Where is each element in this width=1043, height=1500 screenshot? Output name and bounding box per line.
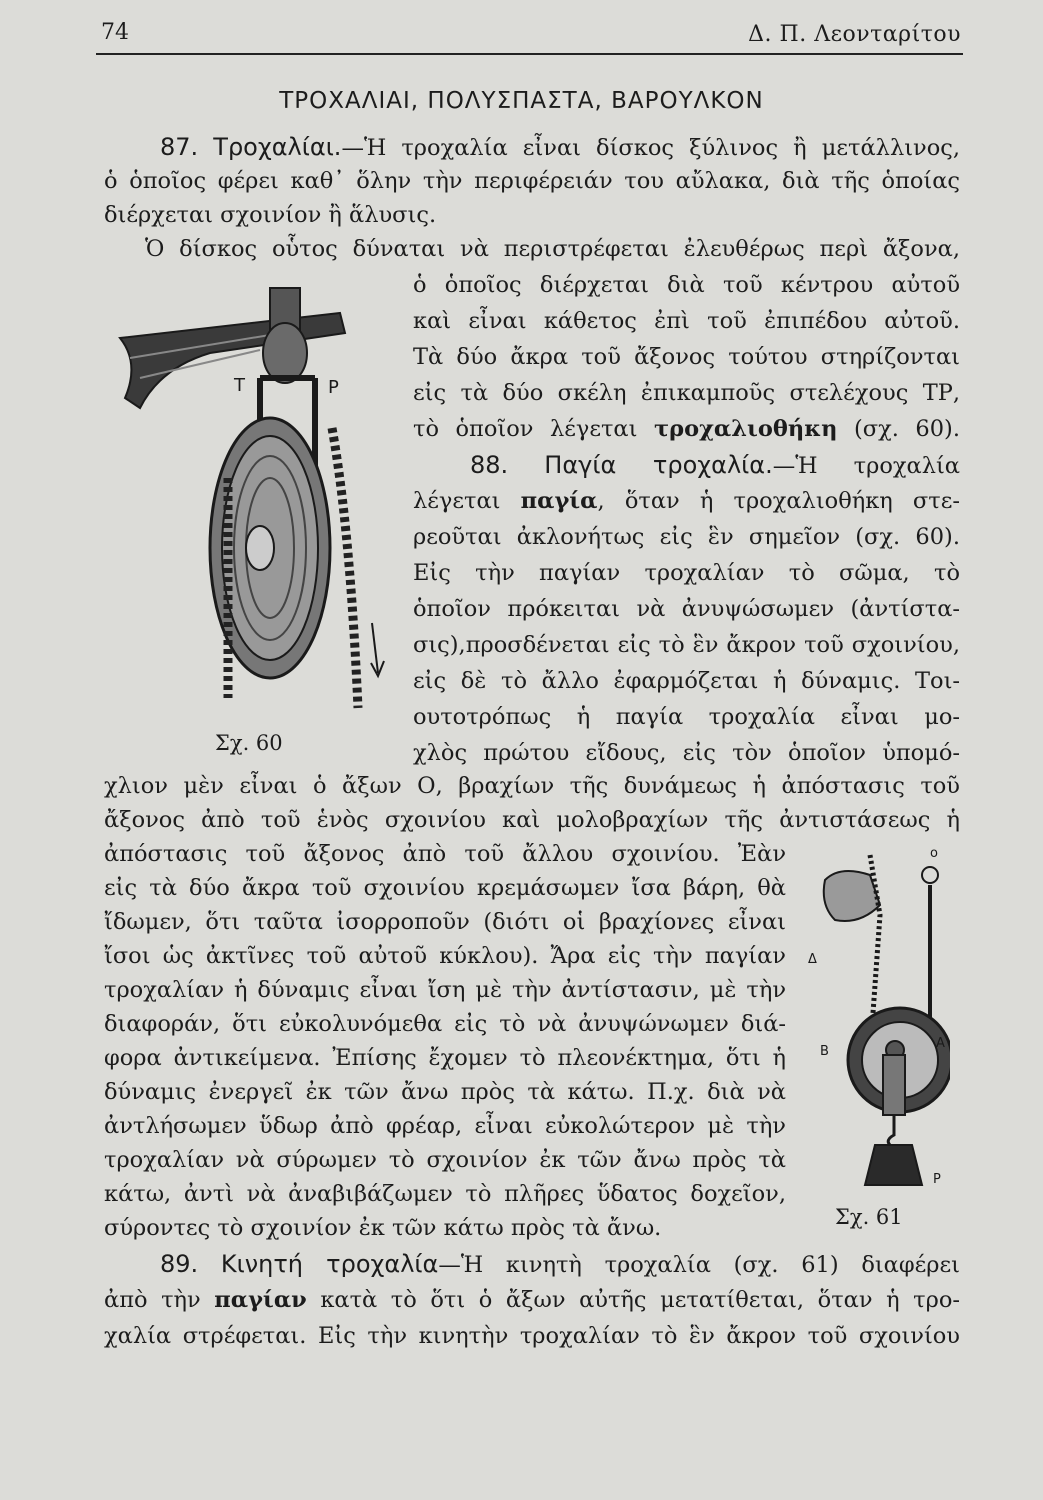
text-line: 89. Κινητή τροχαλία—Ἡ κινητὴ τροχαλία (σχ. 61) διαφέρει <box>160 1250 960 1278</box>
text-line: Εἰς τὴν παγίαν τροχαλίαν τὸ σῶμα, τὸ <box>413 560 960 586</box>
text-line: ρεοῦται ἀκλονήτως εἰς ἓν σημεῖον (σχ. 60). <box>413 524 960 550</box>
text-line: χλιον μὲν εἶναι ὁ ἄξων Ο, βραχίων τῆς δυνάμεως ἡ ἀπόστασις τοῦ <box>104 773 960 799</box>
text-line: εἰς δὲ τὸ ἄλλο ἐφαρμόζεται ἡ δύναμις. Τοι- <box>413 668 960 694</box>
text-line: ουτοτρόπως ἡ παγία τροχαλία εἶναι μο- <box>413 704 960 730</box>
text-line: διέρχεται σχοινίον ἢ ἅλυσις. <box>104 202 437 228</box>
text-line: λέγεται παγία, ὅταν ἡ τροχαλιοθήκη στε- <box>413 488 960 514</box>
text-line: χαλία στρέφεται. Εἰς τὴν κινητὴν τροχαλίαν τὸ ἓν ἄκρον τοῦ σχοινίου <box>104 1323 960 1349</box>
text-line: σις),προσδένεται εἰς τὸ ἓν ἄκρον τοῦ σχοινίου, <box>413 632 960 658</box>
fig60-label-p: Ρ <box>328 377 339 398</box>
fig61-label-o: ο <box>930 846 938 861</box>
text-line: Τὰ δύο ἄκρα τοῦ ἄξονος τούτου στηρίζονται <box>413 344 960 370</box>
text-line: δύναμις ἐνεργεῖ ἐκ τῶν ἄνω πρὸς τὰ κάτω. Π.χ. διὰ νὰ <box>104 1079 786 1105</box>
text-line: καὶ εἶναι κάθετος ἐπὶ τοῦ ἐπιπέδου αὐτοῦ. <box>413 308 960 334</box>
text-line: χλὸς πρώτου εἴδους, εἰς τὸν ὁποῖον ὑπομό- <box>413 740 960 766</box>
text-line: κάτω, ἀντὶ νὰ ἀναβιβάζωμεν τὸ πλῆρες ὕδατος δοχεῖον, <box>104 1181 786 1207</box>
term-pagian: παγίαν <box>214 1287 307 1313</box>
section-88-heading: Παγία τροχαλία. <box>544 451 773 479</box>
term-pagia: παγία <box>520 488 598 514</box>
figure-60-caption: Σχ. 60 <box>215 731 283 755</box>
text-line: φορα ἀντικείμενα. Ἐπίσης ἔχομεν τὸ πλεονέκτημα, ὅτι ἡ <box>104 1045 786 1071</box>
fig61-label-a: Α <box>936 1036 945 1051</box>
term-trochaliothiki: τροχαλιοθήκη <box>653 416 838 442</box>
text-line: 88. Παγία τροχαλία.—Ἡ τροχαλία <box>470 451 960 479</box>
figure-60-fixed-pulley <box>100 278 405 723</box>
section-87-number: 87. <box>160 133 199 161</box>
header-rule <box>96 53 963 55</box>
section-89-number: 89. <box>160 1250 199 1278</box>
fig61-label-d: Δ <box>808 952 817 967</box>
text-line: διαφοράν, ὅτι εὐκολυνόμεθα εἰς τὸ νὰ ἀνυψώνωμεν διά- <box>104 1011 786 1037</box>
running-head: Δ. Π. Λεονταρίτου <box>748 22 961 47</box>
section-88-number: 88. <box>470 451 509 479</box>
text-line: ἴδωμεν, ὅτι ταῦτα ἰσορροποῦν (διότι οἱ βραχίονες εἶναι <box>104 909 786 935</box>
section-89-heading: Κινητή τροχαλία <box>220 1250 439 1278</box>
fig61-label-p: Ρ <box>933 1172 941 1187</box>
text-line: ὁποῖον πρόκειται νὰ ἀνυψώσωμεν (ἀντίστα- <box>413 596 960 622</box>
page-number: 74 <box>101 20 129 45</box>
figure-61-caption: Σχ. 61 <box>835 1205 903 1229</box>
text-line: ἀπόστασις τοῦ ἄξονος ἀπὸ τοῦ ἄλλου σχοινίου. Ἐὰν <box>104 841 786 867</box>
text-line: ὁ ὁποῖος διέρχεται διὰ τοῦ κέντρου αὐτοῦ <box>413 272 960 298</box>
text-line: σύροντες τὸ σχοινίον ἐκ τῶν κάτω πρὸς τὰ ἄνω. <box>104 1215 662 1241</box>
text-line: ἴσοι ὡς ἀκτῖνες τοῦ αὐτοῦ κύκλου). Ἄρα εἰς τὴν παγίαν <box>104 943 786 969</box>
text-line: εἰς τὰ δύο σκέλη ἐπικαμποῦς στελέχους ΤΡ, <box>413 380 960 406</box>
section-87-heading: Τροχαλίαι. <box>213 133 342 161</box>
text-line: εἰς τὰ δύο ἄκρα τοῦ σχοινίου κρεμάσωμεν ἴσα βάρη, θὰ <box>104 875 786 901</box>
text-line: ἀπὸ τὴν παγίαν κατὰ τὸ ὅτι ὁ ἄξων αὐτῆς μετατίθεται, ὅταν ἡ τρο- <box>104 1287 960 1313</box>
text-line: ἄξονος ἀπὸ τοῦ ἑνὸς σχοινίου καὶ μολοβραχίων τῆς ἀντιστάσεως ἡ <box>104 807 960 833</box>
text-line: τροχαλίαν ἡ δύναμις εἶναι ἴση μὲ τὴν ἀντίστασιν, μὲ τὴν <box>104 977 786 1003</box>
text-line: τροχαλίαν νὰ σύρωμεν τὸ σχοινίον ἐκ τῶν ἄνω πρὸς τὰ <box>104 1147 786 1173</box>
text-line: τὸ ὁποῖον λέγεται τροχαλιοθήκη (σχ. 60). <box>413 416 960 442</box>
text-line: Ὁ δίσκος οὗτος δύναται νὰ περιστρέφεται ἐλευθέρως περὶ ἄξονα, <box>145 236 960 262</box>
chapter-title: ΤΡΟΧΑΛΙΑΙ, ΠΟΛΥΣΠΑΣΤΑ, ΒΑΡΟΥΛΚΟΝ <box>279 88 764 114</box>
text-line: ἀντλήσωμεν ὕδωρ ἀπὸ φρέαρ, εἶναι εὐκολώτερον μὲ τὴν <box>104 1113 786 1139</box>
text-line: ὁ ὁποῖος φέρει καθ᾿ ὅλην τὴν περιφέρειάν του αὔλακα, διὰ τῆς ὁποίας <box>104 168 960 194</box>
figure-61-pulley-hand <box>800 845 950 1200</box>
fig60-label-t: Τ <box>234 375 245 396</box>
text-line: 87. Τροχαλίαι.—Ἡ τροχαλία εἶναι δίσκος ξύλινος ἢ μετάλλινος, <box>160 133 961 161</box>
fig61-label-b: Β <box>820 1044 829 1059</box>
